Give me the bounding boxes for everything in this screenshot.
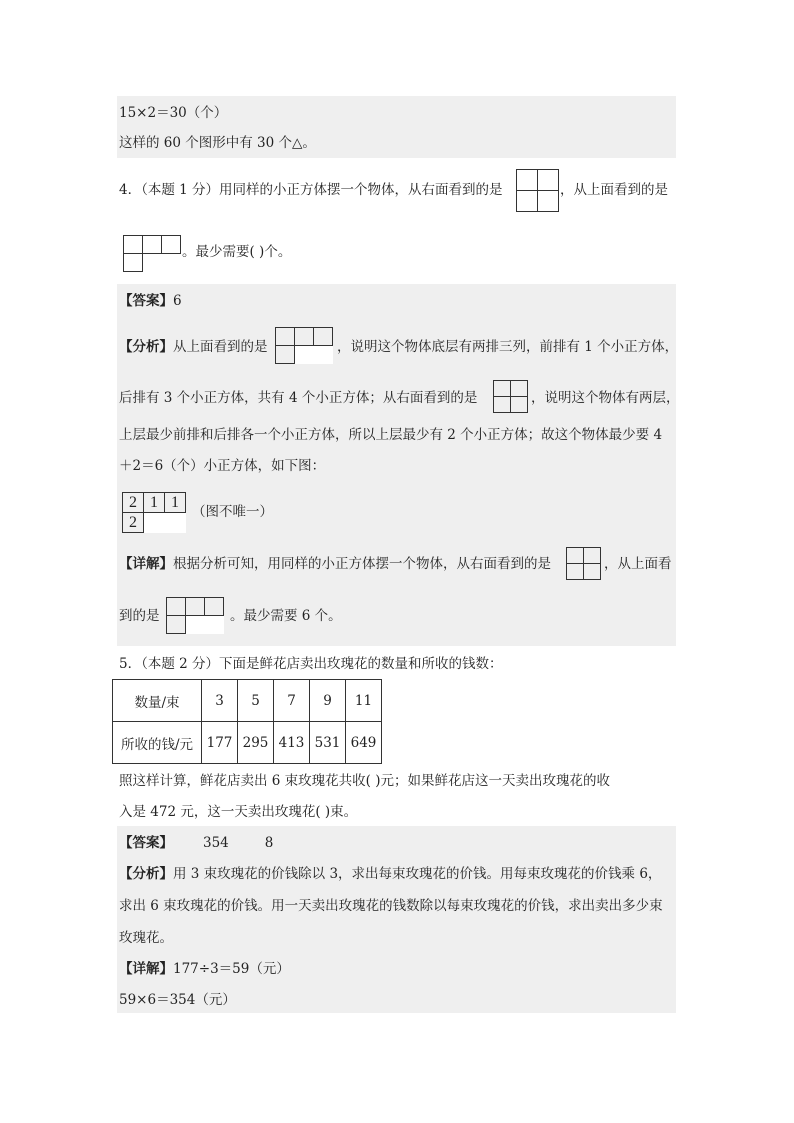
answer-value-1: 354: [203, 835, 229, 851]
q4-detail-2: 到的是: [119, 608, 160, 624]
top-view-figure: [123, 235, 181, 272]
table-cell: 413: [274, 722, 310, 764]
q5-analysis-3: 玫瑰花。: [119, 930, 173, 946]
answer-block-q5: [117, 826, 676, 1013]
q4-detail-2b: 。最少需要 6 个。: [230, 608, 342, 624]
q4-analysis-3: 上层最少前排和后排各一个小正方体，所以上层最少有 2 个小正方体；故这个物体最少要 4: [119, 427, 663, 443]
q5-detail-1: 【详解】177÷3＝59（元）: [119, 961, 290, 977]
analysis-label: 【分析】: [119, 866, 173, 882]
answer-label: 【答案】: [119, 835, 173, 851]
calc-line: 15×2＝30（个）: [119, 105, 228, 121]
q4-stem-a: 4．（本题 1 分）用同样的小正方体摆一个物体，从右面看到的是: [119, 182, 503, 198]
q5-answer: [119, 834, 273, 852]
conclusion-line: 这样的 60 个图形中有 30 个△。: [119, 135, 316, 151]
analysis-label: 【分析】: [119, 339, 173, 355]
answer-label: 【答案】: [119, 293, 173, 309]
q5-analysis-2: 求出 6 束玫瑰花的价钱。用一天卖出玫瑰花的钱数除以每束玫瑰花的价钱，求出卖出多少束: [119, 898, 663, 914]
count-cell: 2: [123, 513, 144, 533]
table-cell: 3: [202, 680, 238, 722]
q5-analysis-1: 【分析】用 3 束玫瑰花的价钱除以 3，求出每束玫瑰花的价钱。用每束玫瑰花的价钱乘 6，: [119, 866, 662, 882]
cube-count-grid: [122, 492, 186, 533]
not-unique-note: （图不唯一）: [192, 504, 273, 520]
row-label-quantity: 数量/束: [113, 680, 202, 722]
q4-analysis-2b: ，说明这个物体有两层，: [531, 390, 680, 406]
detail-label: 【详解】: [119, 961, 173, 977]
roses-table: [112, 679, 382, 764]
count-cell: 2: [123, 493, 144, 513]
q5-stem: 5．（本题 2 分）下面是鲜花店卖出玫瑰花的数量和所收的钱数：: [119, 656, 503, 672]
q4-analysis-2: 后排有 3 个小正方体，共有 4 个小正方体；从右面看到的是: [119, 390, 478, 406]
table-cell: 295: [238, 722, 274, 764]
detail-label: 【详解】: [119, 556, 173, 572]
q5-question-b: 入是 472 元，这一天卖出玫瑰花( )束。: [119, 804, 358, 820]
table-cell: 177: [202, 722, 238, 764]
count-cell: 1: [144, 493, 165, 513]
answer-value-2: 8: [264, 835, 274, 851]
q4-analysis-1b: ，说明这个物体底层有两排三列，前排有 1 个小正方体，: [337, 339, 679, 355]
q4-stem-c: 。最少需要( )个。: [182, 244, 292, 260]
q4-analysis-4: ＋2＝6（个）小正方体，如下图：: [119, 458, 326, 474]
q4-detail-1: 【详解】根据分析可知，用同样的小正方体摆一个物体，从右面看到的是: [119, 556, 551, 572]
q4-detail-1b: ，从上面看: [604, 556, 672, 572]
q5-question-a: 照这样计算，鲜花店卖出 6 束玫瑰花共收( )元；如果鲜花店这一天卖出玫瑰花的收: [119, 773, 610, 789]
count-cell: 1: [165, 493, 186, 513]
row-label-money: 所收的钱/元: [113, 722, 202, 764]
detail-right-view-figure: [566, 547, 601, 580]
q5-detail-2: 59×6＝354（元）: [119, 992, 236, 1008]
table-cell: 9: [310, 680, 346, 722]
q4-stem-b: ，从上面看到的是: [560, 182, 668, 198]
table-cell: 5: [238, 680, 274, 722]
answer-value: 6: [173, 293, 182, 309]
q4-answer: [119, 292, 182, 310]
table-cell: 531: [310, 722, 346, 764]
table-cell: 7: [274, 680, 310, 722]
right-view-figure: [516, 169, 559, 212]
analysis-top-view-figure: [275, 327, 333, 364]
q4-analysis-1: 【分析】从上面看到的是: [119, 339, 268, 355]
detail-top-view-figure: [166, 597, 224, 634]
table-cell: 649: [346, 722, 382, 764]
analysis-right-view-figure: [493, 380, 528, 413]
table-cell: 11: [346, 680, 382, 722]
